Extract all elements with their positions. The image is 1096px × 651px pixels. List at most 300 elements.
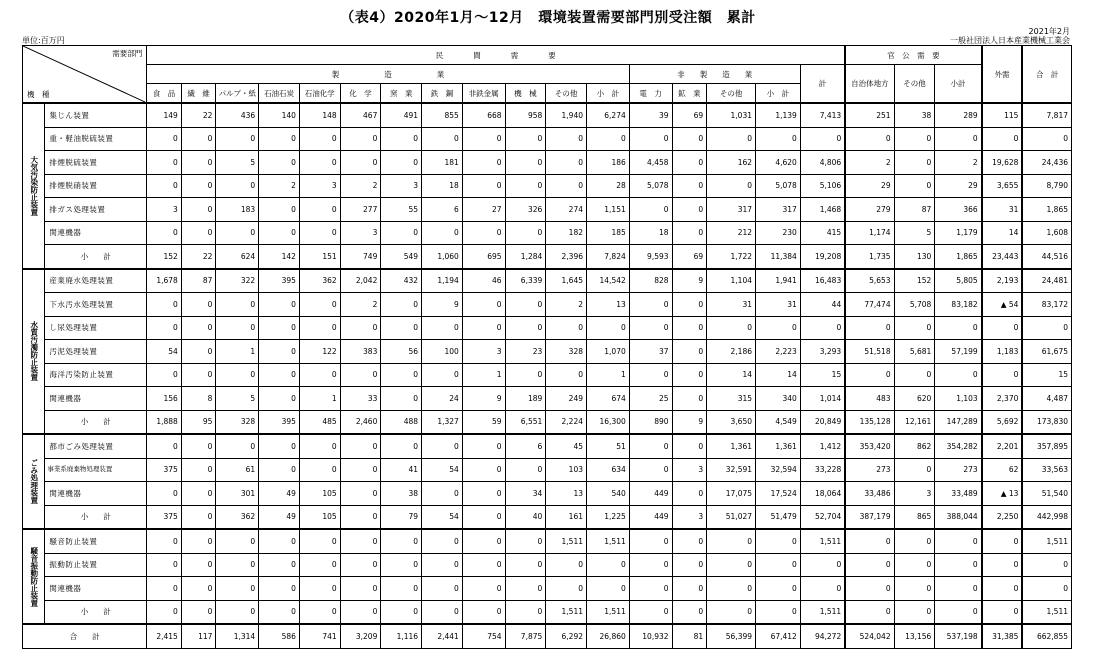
value-cell: 2,415 [147, 624, 182, 648]
value-cell: 103 [546, 458, 587, 482]
value-cell: 29 [935, 174, 982, 198]
value-cell: 2,396 [546, 245, 587, 269]
value-cell: 0 [845, 127, 894, 151]
value-cell: 0 [800, 316, 845, 340]
value-cell: 0 [422, 482, 463, 506]
value-cell: 69 [672, 103, 707, 127]
value-cell: 1,327 [422, 410, 463, 434]
value-cell: 0 [181, 316, 216, 340]
row-label: 重・軽油脱硫装置 [45, 127, 147, 151]
value-cell: 0 [147, 127, 182, 151]
value-cell: 0 [672, 387, 707, 411]
value-cell: 0 [629, 127, 672, 151]
value-cell: 14,542 [587, 269, 630, 293]
value-cell: 0 [299, 600, 340, 624]
value-cell: 340 [756, 387, 801, 411]
value-cell: 0 [894, 127, 935, 151]
value-cell: 0 [462, 553, 505, 577]
value-cell: 17,524 [756, 482, 801, 506]
value-cell: 87 [894, 198, 935, 222]
value-cell: 16,483 [800, 269, 845, 293]
value-cell: 0 [935, 316, 982, 340]
value-cell: 0 [756, 529, 801, 553]
value-cell: 0 [422, 363, 463, 387]
value-cell: 862 [894, 434, 935, 458]
value-cell: 1,722 [707, 245, 756, 269]
value-cell: 1 [216, 340, 259, 364]
value-cell: 0 [422, 316, 463, 340]
value-cell: 152 [894, 269, 935, 293]
value-cell: 0 [340, 600, 381, 624]
value-cell: 0 [259, 458, 300, 482]
value-cell: 634 [587, 458, 630, 482]
value-cell: 0 [340, 151, 381, 175]
row-label: 汚泥処理装置 [45, 340, 147, 364]
value-cell: 0 [672, 340, 707, 364]
value-cell: 1,103 [935, 387, 982, 411]
row-label: 関連機器 [45, 387, 147, 411]
value-cell: 1 [462, 363, 505, 387]
value-cell: 54 [422, 458, 463, 482]
value-cell: 18 [422, 174, 463, 198]
value-cell: 0 [259, 577, 300, 601]
value-cell: 749 [340, 245, 381, 269]
public-demand-header: 官 公 需 要 [845, 46, 981, 65]
table-row [23, 151, 1072, 175]
value-cell: 45 [546, 434, 587, 458]
value-cell: 2,224 [546, 410, 587, 434]
value-cell: 0 [756, 577, 801, 601]
value-cell: 38 [894, 103, 935, 127]
value-cell: 62 [982, 458, 1023, 482]
manufacturing-col-header: 繊 維 [181, 84, 216, 104]
value-cell: 0 [462, 482, 505, 506]
value-cell: 189 [505, 387, 546, 411]
value-cell: 0 [894, 458, 935, 482]
value-cell: 22 [181, 103, 216, 127]
value-cell: 0 [935, 127, 982, 151]
value-cell: 1,511 [800, 529, 845, 553]
value-cell: 3 [340, 221, 381, 245]
value-cell: 13 [546, 482, 587, 506]
value-cell: 0 [982, 600, 1023, 624]
value-cell: 1,139 [756, 103, 801, 127]
value-cell: 0 [259, 553, 300, 577]
value-cell: 2,193 [982, 269, 1023, 293]
value-cell: 249 [546, 387, 587, 411]
value-cell: 2,370 [982, 387, 1023, 411]
value-cell: 1,014 [800, 387, 845, 411]
value-cell: 77,474 [845, 293, 894, 317]
value-cell: 54 [147, 340, 182, 364]
value-cell: 1,104 [707, 269, 756, 293]
value-cell: 37 [629, 340, 672, 364]
value-cell: 31 [756, 293, 801, 317]
value-cell: 1,888 [147, 410, 182, 434]
value-cell: 1,151 [587, 198, 630, 222]
value-cell: 5 [216, 151, 259, 175]
value-cell: 0 [259, 127, 300, 151]
value-cell: 23,443 [982, 245, 1023, 269]
value-cell: 61,675 [1022, 340, 1071, 364]
value-cell: 0 [147, 293, 182, 317]
value-cell: 1,284 [505, 245, 546, 269]
value-cell: 395 [259, 410, 300, 434]
value-cell: 52,704 [800, 505, 845, 529]
value-cell: 1,314 [216, 624, 259, 648]
table-row [23, 482, 1072, 506]
value-cell: 0 [147, 482, 182, 506]
row-label: 産業廃水処理装置 [45, 269, 147, 293]
value-cell: 230 [756, 221, 801, 245]
non-manufacturing-col-header: 鉱 業 [672, 84, 707, 104]
value-cell: 41 [381, 458, 422, 482]
manufacturing-col-header: 石油化学 [299, 84, 340, 104]
value-cell: 0 [982, 127, 1023, 151]
value-cell: 357,895 [1022, 434, 1071, 458]
value-cell: 19,208 [800, 245, 845, 269]
table-row [23, 269, 1072, 293]
value-cell: 0 [1022, 577, 1071, 601]
value-cell: 0 [181, 434, 216, 458]
value-cell: 44 [800, 293, 845, 317]
value-cell: 1 [587, 363, 630, 387]
value-cell: 0 [629, 434, 672, 458]
value-cell: 2,186 [707, 340, 756, 364]
value-cell: 0 [505, 600, 546, 624]
value-cell: 135,128 [845, 410, 894, 434]
value-cell: 0 [894, 529, 935, 553]
row-label: 事業系廃棄物処理装置 [45, 458, 147, 482]
value-cell: 0 [1022, 127, 1071, 151]
value-cell: 0 [422, 577, 463, 601]
value-cell: 14 [982, 221, 1023, 245]
value-cell: 0 [982, 529, 1023, 553]
value-cell: 9 [672, 410, 707, 434]
value-cell: 0 [505, 577, 546, 601]
value-cell: 0 [216, 434, 259, 458]
value-cell: 0 [381, 293, 422, 317]
value-cell: 0 [756, 553, 801, 577]
value-cell: 9 [672, 269, 707, 293]
value-cell: 362 [216, 505, 259, 529]
value-cell: 0 [422, 553, 463, 577]
subtotal-label: 小 計 [45, 505, 147, 529]
value-cell: 353,420 [845, 434, 894, 458]
manufacturing-header: 製 造 業 [147, 65, 630, 84]
value-cell: 328 [216, 410, 259, 434]
row-label: 排ガス処理装置 [45, 198, 147, 222]
value-cell: 0 [181, 221, 216, 245]
value-cell: 6,551 [505, 410, 546, 434]
value-cell: 0 [259, 151, 300, 175]
value-cell: 26,860 [587, 624, 630, 648]
value-cell: 0 [505, 127, 546, 151]
value-cell: 662,855 [1022, 624, 1071, 648]
value-cell: 328 [546, 340, 587, 364]
value-cell: 483 [845, 387, 894, 411]
value-cell: 130 [894, 245, 935, 269]
table-row [23, 127, 1072, 151]
value-cell: 0 [629, 458, 672, 482]
value-cell: 0 [935, 529, 982, 553]
demand-dept-label: 需要部門 [112, 49, 143, 58]
value-cell: 212 [707, 221, 756, 245]
value-cell: 4,458 [629, 151, 672, 175]
value-cell: 9,593 [629, 245, 672, 269]
value-cell: 2,441 [422, 624, 463, 648]
value-cell: 18 [629, 221, 672, 245]
value-cell: 3,209 [340, 624, 381, 648]
value-cell: 51,518 [845, 340, 894, 364]
value-cell: 6,274 [587, 103, 630, 127]
value-cell: 0 [381, 151, 422, 175]
value-cell: 0 [381, 127, 422, 151]
value-cell: 828 [629, 269, 672, 293]
value-cell: 0 [299, 198, 340, 222]
value-cell: 485 [299, 410, 340, 434]
value-cell: 0 [259, 221, 300, 245]
foreign-demand-label: 外需 [994, 69, 1010, 79]
value-cell: 11,384 [756, 245, 801, 269]
value-cell: 44,516 [1022, 245, 1071, 269]
manufacturing-col-header: 非鉄金属 [462, 84, 505, 104]
subtotal-row [23, 505, 1072, 529]
value-cell: 467 [340, 103, 381, 127]
value-cell: 1,735 [845, 245, 894, 269]
value-cell: 0 [259, 293, 300, 317]
value-cell: 0 [672, 577, 707, 601]
value-cell: 4,620 [756, 151, 801, 175]
value-cell: 0 [259, 363, 300, 387]
value-cell: 3 [894, 482, 935, 506]
non-manufacturing-col-header: その他 [707, 84, 756, 104]
value-cell: 5,708 [894, 293, 935, 317]
row-label: 関連機器 [45, 482, 147, 506]
value-cell: 1,225 [587, 505, 630, 529]
value-cell: 301 [216, 482, 259, 506]
manufacturing-col-header: 窯 業 [381, 84, 422, 104]
value-cell: 117 [181, 624, 216, 648]
value-cell: 0 [340, 458, 381, 482]
value-cell: 0 [462, 221, 505, 245]
value-cell: 6,292 [546, 624, 587, 648]
value-cell: 51,027 [707, 505, 756, 529]
value-cell: 0 [982, 363, 1023, 387]
value-cell: 3 [672, 458, 707, 482]
value-cell: 0 [462, 458, 505, 482]
value-cell: 0 [462, 600, 505, 624]
value-cell: 15 [800, 363, 845, 387]
value-cell: 0 [672, 316, 707, 340]
value-cell: 432 [381, 269, 422, 293]
value-cell: 0 [505, 221, 546, 245]
manufacturing-col-header: 石油石炭 [259, 84, 300, 104]
table-row [23, 316, 1072, 340]
value-cell: 2 [845, 151, 894, 175]
value-cell: 0 [845, 553, 894, 577]
table-row [23, 387, 1072, 411]
value-cell: 3 [672, 505, 707, 529]
value-cell: 3,293 [800, 340, 845, 364]
value-cell: 31 [707, 293, 756, 317]
row-label: 振動防止装置 [45, 553, 147, 577]
value-cell: 0 [259, 316, 300, 340]
value-cell: 151 [299, 245, 340, 269]
value-cell: 49 [259, 482, 300, 506]
value-cell: 0 [894, 316, 935, 340]
value-cell: 69 [672, 245, 707, 269]
row-label: 関連機器 [45, 221, 147, 245]
value-cell: 3 [462, 340, 505, 364]
value-cell: 0 [381, 387, 422, 411]
value-cell: 173,830 [1022, 410, 1071, 434]
value-cell: 0 [756, 127, 801, 151]
value-cell: 24,436 [1022, 151, 1071, 175]
value-cell: 24,481 [1022, 269, 1071, 293]
value-cell: 0 [935, 577, 982, 601]
value-cell: 18,064 [800, 482, 845, 506]
value-cell: 2 [340, 293, 381, 317]
value-cell: 0 [381, 363, 422, 387]
manufacturing-col-header: 小 計 [587, 84, 630, 104]
value-cell: 51 [587, 434, 630, 458]
value-cell: 0 [505, 553, 546, 577]
total-label: 合 計 [23, 624, 147, 648]
value-cell: 79 [381, 505, 422, 529]
orders-table [22, 45, 1072, 649]
table-row [23, 340, 1072, 364]
foreign-demand-header [982, 46, 1023, 104]
value-cell: 83,172 [1022, 293, 1071, 317]
value-cell: 0 [216, 221, 259, 245]
value-cell: 0 [672, 553, 707, 577]
value-cell: 0 [181, 340, 216, 364]
value-cell: 5,078 [629, 174, 672, 198]
value-cell: 0 [216, 293, 259, 317]
subtotal-label: 小 計 [45, 245, 147, 269]
value-cell: 668 [462, 103, 505, 127]
value-cell: 182 [546, 221, 587, 245]
value-cell: 0 [587, 577, 630, 601]
value-cell: 0 [216, 529, 259, 553]
value-cell: 0 [299, 458, 340, 482]
value-cell: 0 [935, 600, 982, 624]
value-cell: 181 [422, 151, 463, 175]
value-cell: 0 [800, 553, 845, 577]
value-cell: 0 [299, 293, 340, 317]
value-cell: 1,468 [800, 198, 845, 222]
value-cell: 0 [340, 577, 381, 601]
value-cell: 49 [259, 505, 300, 529]
value-cell: 22 [181, 245, 216, 269]
value-cell: 1,511 [800, 600, 845, 624]
value-cell: 5,653 [845, 269, 894, 293]
value-cell: 0 [462, 174, 505, 198]
value-cell: 0 [982, 577, 1023, 601]
value-cell: 1,361 [756, 434, 801, 458]
value-cell: 0 [216, 553, 259, 577]
value-cell: 251 [845, 103, 894, 127]
value-cell: 0 [340, 434, 381, 458]
value-cell: 289 [935, 103, 982, 127]
table-row [23, 529, 1072, 553]
value-cell: 0 [672, 127, 707, 151]
non-manufacturing-header: 非 製 造 業 [629, 65, 800, 84]
value-cell: 0 [259, 434, 300, 458]
value-cell: 549 [381, 245, 422, 269]
value-cell: 449 [629, 505, 672, 529]
value-cell: 161 [546, 505, 587, 529]
public-col-header: その他 [894, 65, 935, 104]
value-cell: 147,289 [935, 410, 982, 434]
value-cell: 315 [707, 387, 756, 411]
value-cell: 162 [707, 151, 756, 175]
manufacturing-col-header: 化 学 [340, 84, 381, 104]
value-cell: 0 [672, 221, 707, 245]
value-cell: 0 [181, 529, 216, 553]
value-cell: 0 [707, 316, 756, 340]
table-row [23, 103, 1072, 127]
value-cell: 9 [422, 293, 463, 317]
value-cell: 51,479 [756, 505, 801, 529]
value-cell: 1,645 [546, 269, 587, 293]
value-cell: 46 [462, 269, 505, 293]
value-cell: 0 [147, 363, 182, 387]
value-cell: 5 [216, 387, 259, 411]
value-cell: 0 [845, 316, 894, 340]
value-cell: 14 [756, 363, 801, 387]
value-cell: 1,608 [1022, 221, 1071, 245]
value-cell: 0 [181, 174, 216, 198]
value-cell: 0 [299, 529, 340, 553]
table-row [23, 458, 1072, 482]
value-cell: 0 [505, 151, 546, 175]
value-cell: 0 [707, 174, 756, 198]
row-label: 排煙脱硫装置 [45, 151, 147, 175]
value-cell: 0 [845, 529, 894, 553]
value-cell: 3,650 [707, 410, 756, 434]
value-cell: 855 [422, 103, 463, 127]
value-cell: 0 [381, 577, 422, 601]
category-label: 水質汚濁防止装置 [23, 269, 45, 435]
value-cell: 0 [340, 529, 381, 553]
value-cell: 61 [216, 458, 259, 482]
value-cell: 100 [422, 340, 463, 364]
value-cell: 524,042 [845, 624, 894, 648]
value-cell: 142 [259, 245, 300, 269]
value-cell: 0 [147, 577, 182, 601]
non-manufacturing-col-header: 電 力 [629, 84, 672, 104]
value-cell: 0 [629, 600, 672, 624]
value-cell: 4,549 [756, 410, 801, 434]
value-cell: 0 [505, 363, 546, 387]
value-cell: 5,692 [982, 410, 1023, 434]
value-cell: 0 [147, 434, 182, 458]
row-label: 排煙脱硝装置 [45, 174, 147, 198]
value-cell: 0 [845, 600, 894, 624]
value-cell: 0 [1022, 553, 1071, 577]
value-cell: 39 [629, 103, 672, 127]
value-cell: 14 [707, 363, 756, 387]
private-total-header: 計 [800, 65, 845, 104]
value-cell: 0 [672, 363, 707, 387]
value-cell: 29 [845, 174, 894, 198]
value-cell: 19,628 [982, 151, 1023, 175]
value-cell: 7,817 [1022, 103, 1071, 127]
value-cell: 0 [756, 316, 801, 340]
value-cell: 33 [340, 387, 381, 411]
